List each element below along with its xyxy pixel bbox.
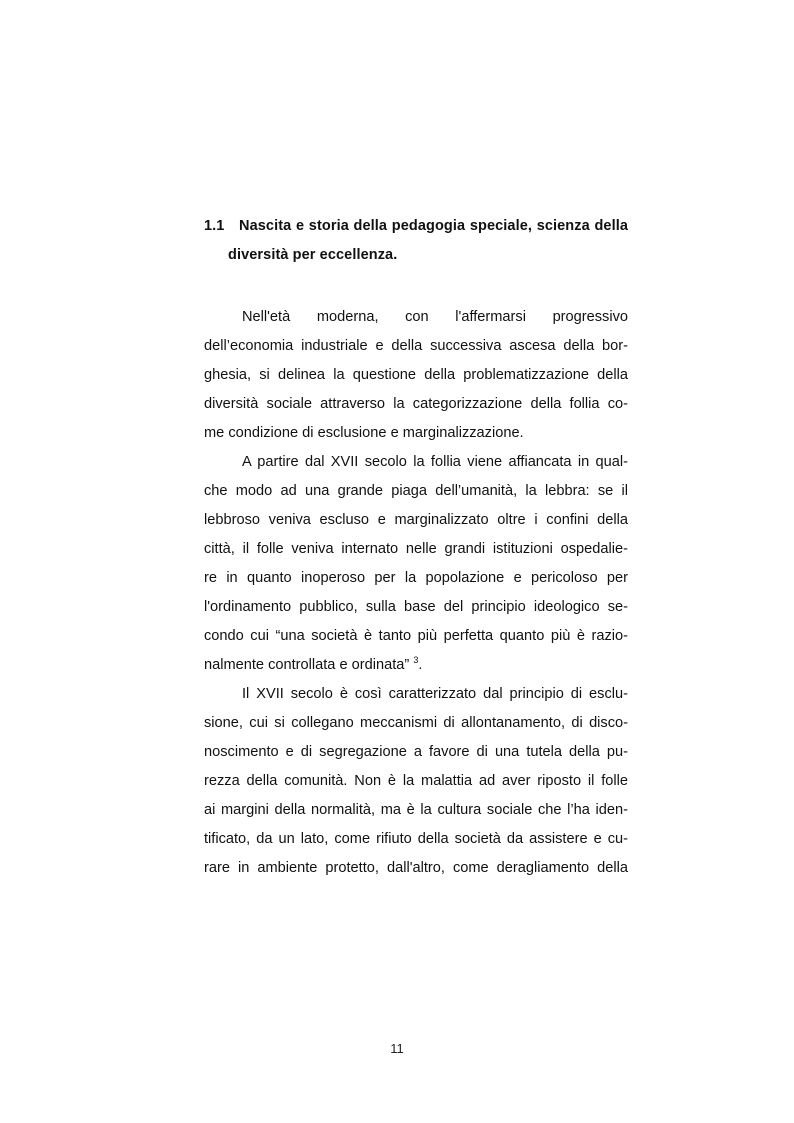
- footnote-reference[interactable]: 3: [413, 655, 419, 666]
- text-line: me condizione di esclusione e marginalizzazione.: [204, 425, 524, 441]
- section-title-line-1: Nascita e storia della pedagogia speciale, scienza della: [239, 218, 628, 234]
- text-line: A partire dal XVII secolo la follia viene affiancata in qual-: [242, 454, 628, 470]
- section-number: 1.1: [204, 218, 225, 234]
- text-line: rare in ambiente protetto, dall'altro, come deragliamento della: [204, 860, 628, 876]
- text-line: condo cui “una società è tanto più perfetta quanto più è razio-: [204, 628, 628, 644]
- text-line: Nell'età moderna, con l'affermarsi progressivo: [242, 309, 628, 325]
- text-line: città, il folle veniva internato nelle grandi istituzioni ospedalie-: [204, 541, 628, 557]
- text-line: che modo ad una grande piaga dell’umanità, la lebbra: se il: [204, 483, 628, 499]
- text-line: ghesia, si delinea la questione della problematizzazione della: [204, 367, 628, 383]
- text-line: lebbroso veniva escluso e marginalizzato oltre i confini della: [204, 512, 628, 528]
- section-title-line-2: diversità per eccellenza.: [228, 247, 398, 263]
- text-line: sione, cui si collegano meccanismi di allontanamento, di disco-: [204, 715, 628, 731]
- text-line: dell’economia industriale e della successiva ascesa della bor-: [204, 338, 628, 354]
- text-line: l'ordinamento pubblico, sulla base del principio ideologico se-: [204, 599, 628, 615]
- text-line: ai margini della normalità, ma è la cultura sociale che l’ha iden-: [204, 802, 628, 818]
- text-line: rezza della comunità. Non è la malattia ad aver riposto il folle: [204, 773, 628, 789]
- text-line: noscimento e di segregazione a favore di una tutela della pu-: [204, 744, 628, 760]
- text-line: Il XVII secolo è così caratterizzato dal principio di esclu-: [242, 686, 628, 702]
- page-number: 11: [390, 1041, 404, 1056]
- text-line-content: nalmente controllata e ordinata”: [204, 657, 410, 673]
- text-line: [204, 655, 628, 675]
- text-line: re in quanto inoperoso per la popolazione e pericoloso per: [204, 570, 628, 586]
- text-line: tificato, da un lato, come rifiuto della società da assistere e cu-: [204, 831, 628, 847]
- text-line: diversità sociale attraverso la categorizzazione della follia co-: [204, 396, 628, 412]
- sentence-end: .: [418, 657, 423, 673]
